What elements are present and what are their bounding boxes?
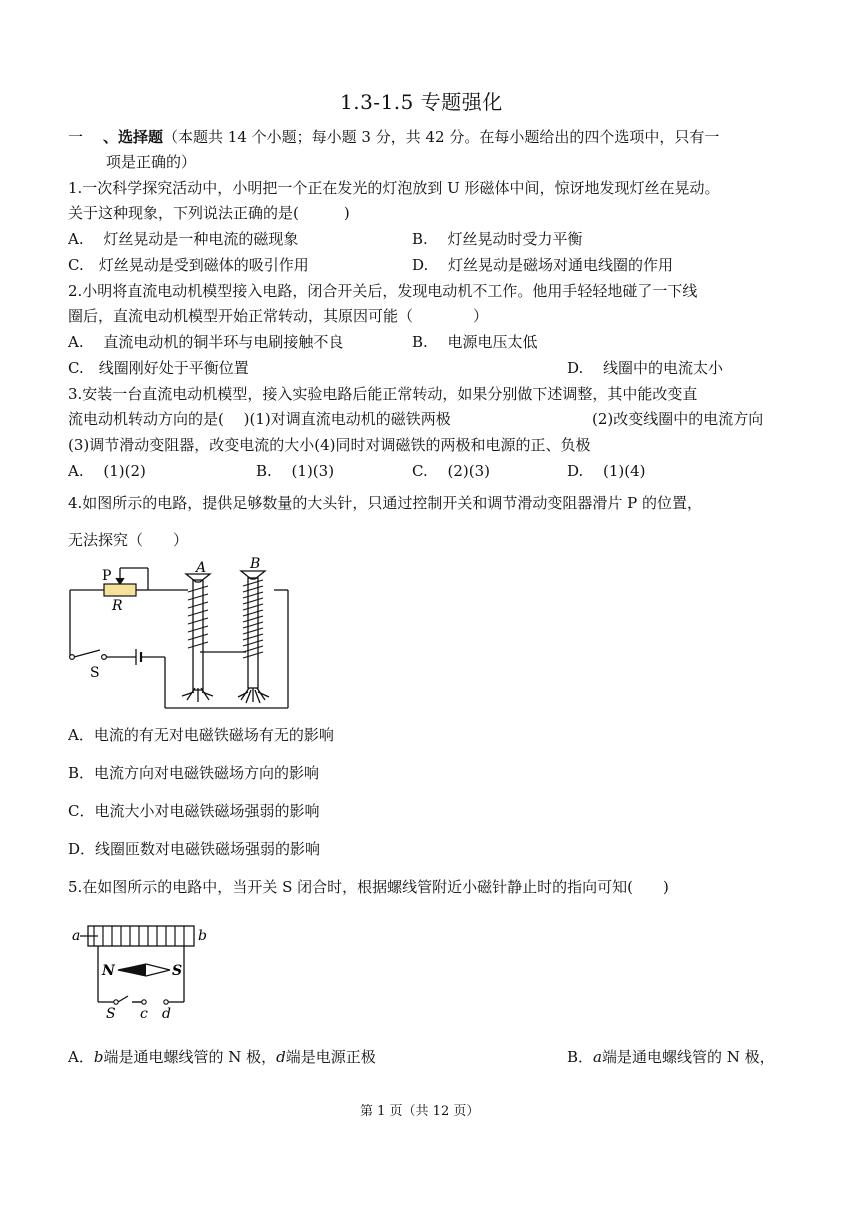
q5-option-a-d: d [276,1048,286,1066]
q5-solenoid-figure [70,918,220,1028]
page-title: 1.3-1.5 专题强化 [340,90,503,114]
fig5-label-a: a [72,928,81,944]
q2-option-b: B. 电源电压太低 [412,333,538,351]
page-footer: 第 1 页（共 12 页） [360,1104,480,1119]
fig5-label-d: d [162,1006,171,1022]
q5-option-a-b: b [93,1048,104,1066]
q4-circuit-figure [60,556,300,715]
q5-option-b-prefix: B． [567,1048,594,1066]
q3-stem-line1: 3.安装一台直流电动机模型，接入实验电路后能正常转动，如果分别做下述调整，其中能改变直 [68,385,698,403]
section-number: 一 [68,128,84,146]
q3-option-a: A. (1)(2) [68,462,146,480]
q1-option-d: D. 灯丝晃动是磁场对通电线圈的作用 [412,256,674,274]
q5-option-b [567,1046,775,1067]
fig4-label-s: S [90,665,100,681]
q1-stem-line1: 1.一次科学探究活动中，小明把一个正在发光的灯泡放到 U 形磁体中间，惊讶地发现灯丝在晃动。 [68,179,720,197]
q5-option-a-post: 端是电源正极 [285,1048,376,1066]
q3-stem-line2b: (2)改变线圈中的电流方向 [592,410,764,428]
q4-option-c: C．电流大小对电磁铁磁场强弱的影响 [68,802,320,820]
section-header [68,126,719,147]
q2-option-c: C. 线圈刚好处于平衡位置 [68,359,249,377]
fig4-label-b: B [250,556,261,572]
q2-stem-line2: 圈后，直流电动机模型开始正常转动，其原因可能（ ） [68,307,489,325]
q5-option-a-prefix: A． [68,1048,94,1066]
q2-stem-line1: 2.小明将直流电动机模型接入电路，闭合开关后，发现电动机不工作。他用手轻轻地碰了一下线 [68,282,698,300]
q3-option-c: C. (2)(3) [412,462,490,480]
q5-option-b-post: 端是通电螺线管的 N 极， [601,1048,775,1066]
fig5-label-switch: S [106,1006,116,1022]
q1-option-b: B. 灯丝晃动时受力平衡 [412,230,583,248]
fig4-label-p: P [102,568,112,584]
fig5-label-c: c [140,1006,148,1022]
q5-option-a-mid: 端是通电螺线管的 N 极， [103,1048,277,1066]
q1-option-c: C. 灯丝晃动是受到磁体的吸引作用 [68,256,309,274]
q5-stem: 5.在如图所示的电路中，当开关 S 闭合时，根据螺线管附近小磁针静止时的指向可知( ) [68,878,669,896]
q1-option-a: A. 灯丝晃动是一种电流的磁现象 [68,230,299,248]
q4-option-b: B．电流方向对电磁铁磁场方向的影响 [68,764,320,782]
q3-option-d: D. (1)(4) [567,462,646,480]
q5-option-a [68,1046,376,1067]
q4-stem-line2: 无法探究（ ） [68,531,189,549]
fig4-label-r: R [112,598,123,614]
q2-option-a: A. 直流电动机的铜半环与电刷接触不良 [68,333,344,351]
q3-stem-line3: (3)调节滑动变阻器，改变电流的大小(4)同时对调磁铁的两极和电源的正、负极 [68,436,591,454]
q3-option-b: B. (1)(3) [256,462,335,480]
q2-option-d: D. 线圈中的电流太小 [567,359,724,377]
q5-option-b-a: a [593,1048,602,1066]
q3-stem-line2a: 流电动机转动方向的是( )(1)对调直流电动机的磁铁两极 [68,410,451,428]
section-heading: 、选择题 [103,128,164,146]
q1-stem-line2: 关于这种现象，下列说法正确的是( ) [68,204,350,222]
q4-stem-line1: 4.如图所示的电路，提供足够数量的大头针，只通过控制开关和调节滑动变阻器滑片 P 的位置， [68,494,702,512]
q4-option-d: D．线圈匝数对电磁铁磁场强弱的影响 [68,840,321,858]
q4-option-a: A．电流的有无对电磁铁磁场有无的影响 [68,726,334,744]
fig5-label-s: S [172,963,183,979]
section-note-cont: 项是正确的） [106,153,197,171]
fig4-label-a: A [196,560,207,576]
section-note: （本题共 14 个小题；每小题 3 分，共 42 分。在每小题给出的四个选项中，只有一 [163,128,720,146]
fig5-label-n: N [102,963,115,979]
fig5-label-b: b [198,928,207,944]
